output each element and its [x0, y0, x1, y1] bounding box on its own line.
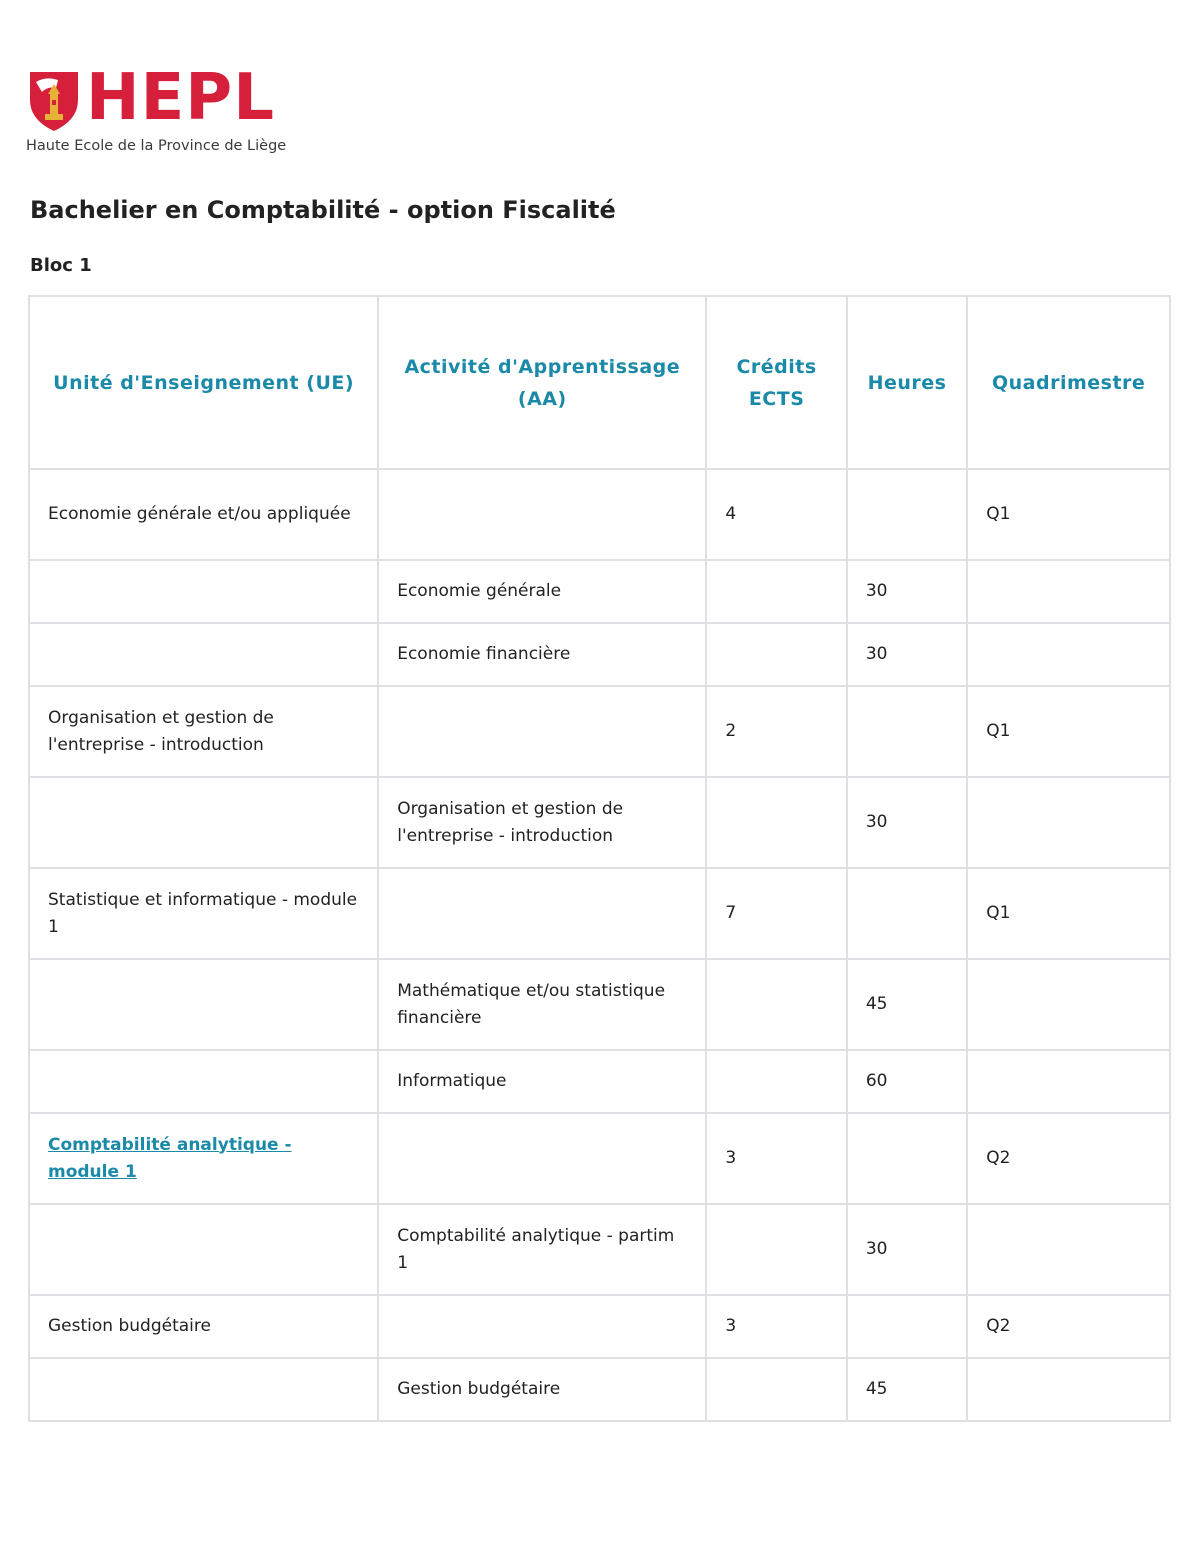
ects-cell	[706, 959, 846, 1050]
column-header-heures: Heures	[847, 296, 967, 469]
column-header-ects: Crédits ECTS	[706, 296, 846, 469]
ue-cell: Gestion budgétaire	[29, 1295, 378, 1358]
table-header-row	[29, 296, 1170, 469]
hepl-logo	[26, 61, 287, 160]
table-row	[29, 1050, 1170, 1113]
ects-cell: 4	[706, 469, 846, 560]
table-row	[29, 469, 1170, 560]
heures-cell	[847, 1113, 967, 1204]
quad-cell	[967, 777, 1170, 868]
ects-cell: 2	[706, 686, 846, 777]
table-row	[29, 959, 1170, 1050]
aa-cell: Informatique	[378, 1050, 706, 1113]
table-row	[29, 868, 1170, 959]
column-header-quadrimestre: Quadrimestre	[967, 296, 1170, 469]
ue-cell	[29, 1050, 378, 1113]
quad-cell: Q1	[967, 469, 1170, 560]
logo-subtitle: Haute Ecole de la Province de Liège	[26, 138, 287, 154]
logo-wordmark: HEPL	[86, 61, 275, 135]
heures-cell	[847, 469, 967, 560]
ects-cell	[706, 1358, 846, 1421]
heures-cell	[847, 686, 967, 777]
aa-cell: Gestion budgétaire	[378, 1358, 706, 1421]
ects-cell: 7	[706, 868, 846, 959]
heures-cell: 30	[847, 623, 967, 686]
ue-cell	[29, 959, 378, 1050]
ects-cell	[706, 623, 846, 686]
ects-cell	[706, 560, 846, 623]
aa-cell	[378, 686, 706, 777]
table-row	[29, 623, 1170, 686]
heures-cell: 45	[847, 1358, 967, 1421]
aa-cell	[378, 868, 706, 959]
ects-cell	[706, 1050, 846, 1113]
ue-cell	[29, 1358, 378, 1421]
ects-cell	[706, 777, 846, 868]
bloc-label: Bloc 1	[30, 255, 92, 276]
ue-cell	[29, 1113, 378, 1204]
quad-cell	[967, 1358, 1170, 1421]
aa-cell: Organisation et gestion de l'entreprise - introduction	[378, 777, 706, 868]
table-row	[29, 686, 1170, 777]
aa-cell: Comptabilité analytique - partim 1	[378, 1204, 706, 1295]
ue-cell	[29, 623, 378, 686]
aa-cell	[378, 1113, 706, 1204]
table-row	[29, 1113, 1170, 1204]
column-header-ue: Unité d'Enseignement (UE)	[29, 296, 378, 469]
aa-cell: Economie financière	[378, 623, 706, 686]
heures-cell: 60	[847, 1050, 967, 1113]
quad-cell	[967, 1050, 1170, 1113]
ue-cell: Organisation et gestion de l'entreprise - introduction	[29, 686, 378, 777]
quad-cell	[967, 623, 1170, 686]
ue-cell	[29, 777, 378, 868]
ue-cell: Economie générale et/ou appliquée	[29, 469, 378, 560]
quad-cell	[967, 1204, 1170, 1295]
ue-cell	[29, 1204, 378, 1295]
heures-cell: 30	[847, 777, 967, 868]
hepl-shield-icon	[28, 70, 80, 132]
ue-link-comptabilite-analytique[interactable]: Comptabilité analytique - module 1	[48, 1134, 292, 1182]
heures-cell: 45	[847, 959, 967, 1050]
program-table	[28, 295, 1171, 1422]
aa-cell: Economie générale	[378, 560, 706, 623]
quad-cell: Q2	[967, 1295, 1170, 1358]
heures-cell: 30	[847, 560, 967, 623]
ects-cell: 3	[706, 1295, 846, 1358]
table-row	[29, 1358, 1170, 1421]
ects-cell: 3	[706, 1113, 846, 1204]
aa-cell: Mathématique et/ou statistique financière	[378, 959, 706, 1050]
heures-cell	[847, 868, 967, 959]
quad-cell: Q1	[967, 686, 1170, 777]
ects-cell	[706, 1204, 846, 1295]
table-row	[29, 777, 1170, 868]
ue-cell: Statistique et informatique - module 1	[29, 868, 378, 959]
heures-cell: 30	[847, 1204, 967, 1295]
quad-cell	[967, 959, 1170, 1050]
quad-cell	[967, 560, 1170, 623]
table-row	[29, 1295, 1170, 1358]
heures-cell	[847, 1295, 967, 1358]
ue-cell	[29, 560, 378, 623]
table-row	[29, 560, 1170, 623]
quad-cell: Q2	[967, 1113, 1170, 1204]
page-title: Bachelier en Comptabilité - option Fiscalité	[30, 196, 616, 224]
aa-cell	[378, 1295, 706, 1358]
quad-cell: Q1	[967, 868, 1170, 959]
aa-cell	[378, 469, 706, 560]
column-header-aa: Activité d'Apprentissage (AA)	[378, 296, 706, 469]
table-row	[29, 1204, 1170, 1295]
